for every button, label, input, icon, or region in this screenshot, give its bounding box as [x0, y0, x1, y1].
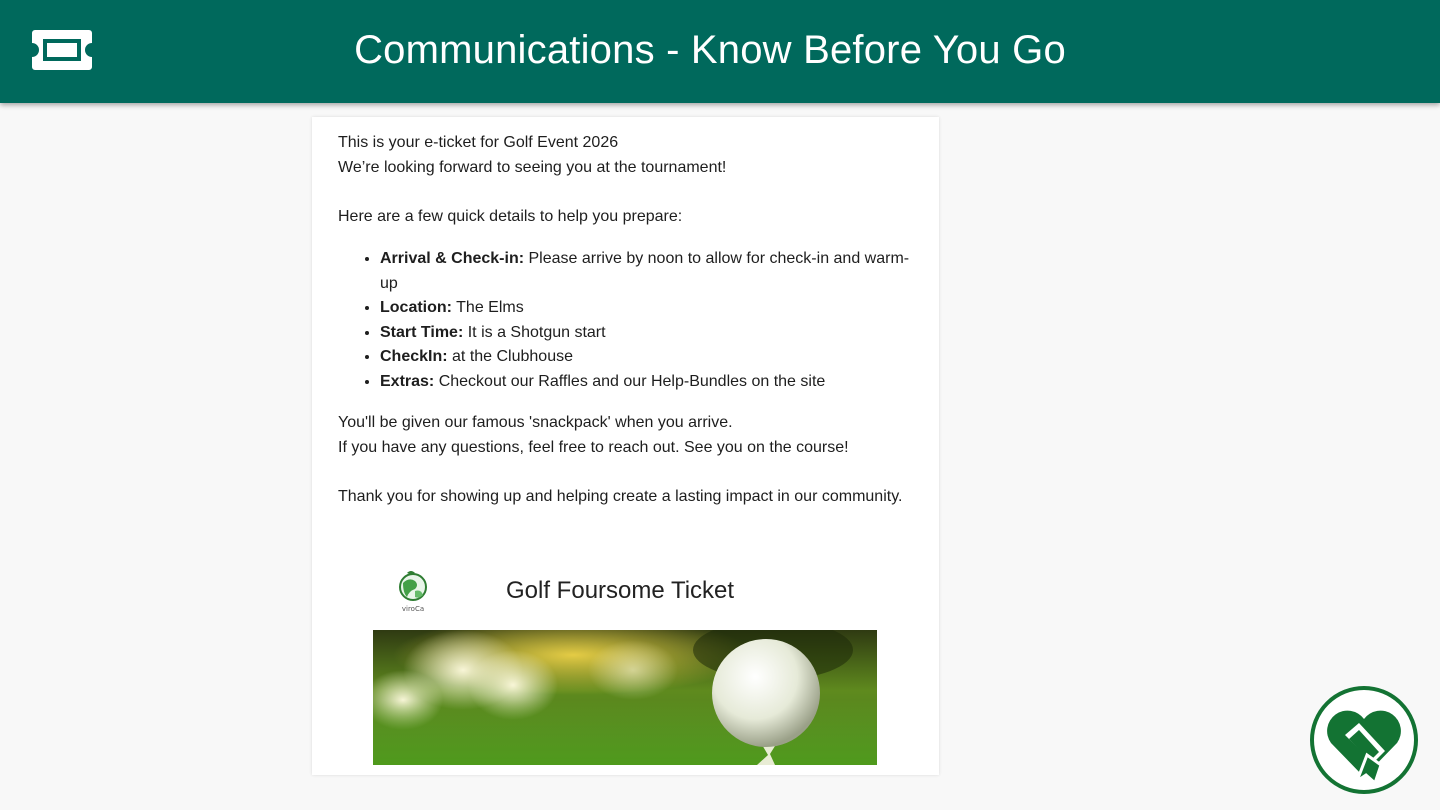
list-item: [380, 296, 918, 321]
detail-label: Start Time:: [380, 323, 464, 341]
detail-text: The Elms: [452, 299, 524, 316]
detail-label: Location:: [380, 299, 452, 316]
golf-ball-on-tee-image: [373, 630, 877, 765]
details-intro: Here are a few quick details to help you prepare:: [338, 207, 683, 225]
detail-label: CheckIn:: [380, 348, 448, 365]
detail-text: Please arrive by noon to allow for check-in and warm-up: [380, 250, 910, 292]
questions-line: If you have any questions, feel free to reach out. See you on the course!: [338, 438, 849, 456]
page-title: Communications - Know Before You Go: [354, 28, 1066, 72]
app-header: [0, 0, 1440, 103]
logo-text: viroCa: [401, 605, 425, 613]
list-item: [380, 370, 918, 395]
email-preview-card: [312, 117, 939, 775]
detail-text: Checkout our Raffles and our Help-Bundles on the site: [434, 372, 826, 390]
ticket-title: Golf Foursome Ticket: [506, 577, 735, 604]
detail-label: Arrival & Check-in:: [380, 250, 525, 267]
thanks-line: Thank you for showing up and helping create a lasting impact in our community.: [338, 487, 903, 505]
email-body: [338, 131, 918, 509]
snackpack-line: You'll be given our famous 'snackpack' when you arrive.: [338, 414, 733, 431]
list-item: [380, 247, 918, 296]
detail-text: at the Clubhouse: [447, 348, 573, 365]
intro-line: This is your e-ticket for Golf Event 2026: [338, 134, 619, 151]
detail-text: It is a Shotgun start: [463, 323, 606, 341]
intro-line: We’re looking forward to seeing you at the tournament!: [338, 158, 727, 176]
heart-hand-icon[interactable]: [1309, 685, 1419, 795]
organization-logo: [393, 569, 433, 615]
details-list: [338, 247, 918, 394]
detail-label: Extras:: [380, 372, 435, 390]
list-item: [380, 321, 918, 346]
list-item: [380, 345, 918, 370]
